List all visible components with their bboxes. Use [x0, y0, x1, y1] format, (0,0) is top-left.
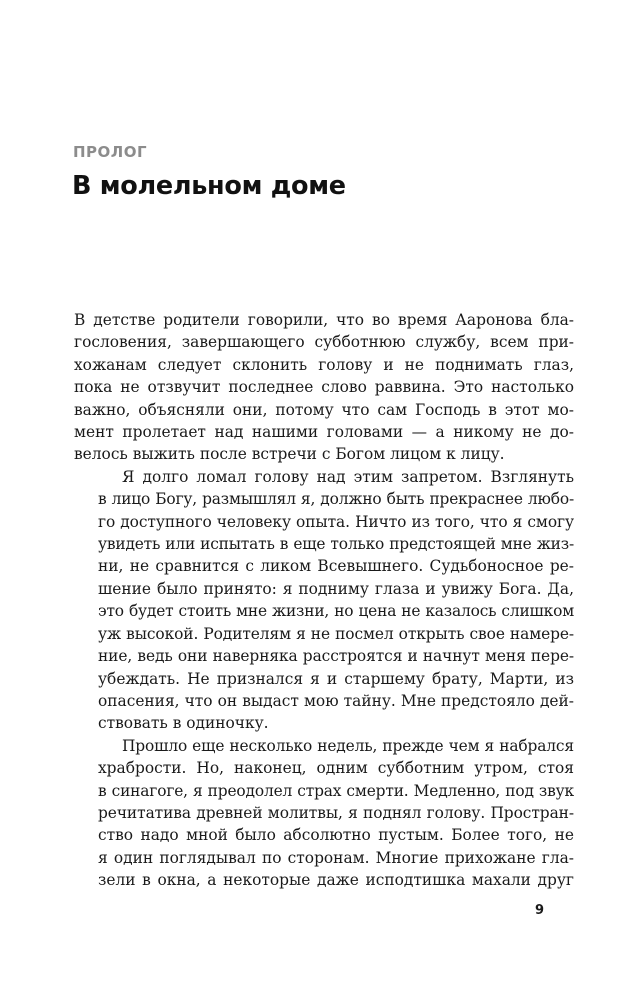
text-line: в синагоге, я преодолел страх смерти. Медленно, под звук	[98, 781, 574, 800]
text-line: речитатива древней молитвы, я поднял голову. Простран-	[98, 803, 574, 822]
text-line: в лицо Богу, размышлял я, должно быть прекраснее любо-	[98, 490, 574, 509]
text-line: мент пролетает над нашими головами — а никому не до-	[74, 423, 574, 442]
body-text	[74, 309, 574, 892]
text-line: гословения, завершающего субботнюю службу, всем при-	[74, 333, 574, 352]
text-line: хожанам следует склонить голову и не поднимать глаз,	[74, 355, 574, 374]
text-line: это будет стоить мне жизни, но цена не казалось слишком	[98, 602, 574, 621]
text-line: уж высокой. Родителям я не посмел открыть свое намере-	[98, 624, 574, 643]
text-line: я один поглядывал по сторонам. Многие прихожане гла-	[98, 848, 574, 867]
text-line: опасения, что он выдаст мою тайну. Мне предстояло дей-	[98, 691, 574, 710]
text-line: ние, ведь они наверняка расстроятся и начнут меня пере-	[98, 647, 574, 666]
paragraph	[74, 466, 574, 735]
text-line: го доступного человеку опыта. Ничто из того, что я смогу	[98, 512, 574, 531]
text-line: убеждать. Не признался я и старшему брату, Марти, из	[98, 669, 574, 688]
paragraph	[74, 309, 574, 466]
chapter-title: В молельном доме	[72, 171, 346, 201]
text-line: ни, не сравнится с ликом Всевышнего. Судьбоносное ре-	[98, 557, 574, 576]
text-line: велось выжить после встречи с Богом лицом к лицу.	[74, 445, 505, 464]
text-line: В детстве родители говорили, что во время Ааронова бла-	[74, 311, 574, 329]
text-line: ство надо мной было абсолютно пустым. Более того, не	[98, 826, 574, 845]
text-line: зели в окна, а некоторые даже исподтишка махали друг	[98, 871, 574, 890]
text-line: пока не отзвучит последнее слово раввина. Это настолько	[74, 378, 574, 397]
text-line: храбрости. Но, наконец, одним субботним утром, стоя	[98, 759, 574, 778]
text-line: увидеть или испытать в еще только предстоящей мне жиз-	[98, 535, 574, 554]
text-line: ствовать в одиночку.	[98, 714, 269, 733]
page-number: 9	[535, 903, 545, 918]
paragraph	[74, 735, 574, 892]
chapter-label: ПРОЛОГ	[73, 143, 148, 161]
text-line: важно, объясняли они, потому что сам Господь в этот мо-	[74, 400, 574, 419]
text-line: шение было принято: я подниму глаза и увижу Бога. Да,	[98, 579, 574, 598]
text-line: Прошло еще несколько недель, прежде чем я набрался	[122, 736, 574, 755]
text-line: Я долго ломал голову над этим запретом. Взглянуть	[122, 467, 574, 486]
